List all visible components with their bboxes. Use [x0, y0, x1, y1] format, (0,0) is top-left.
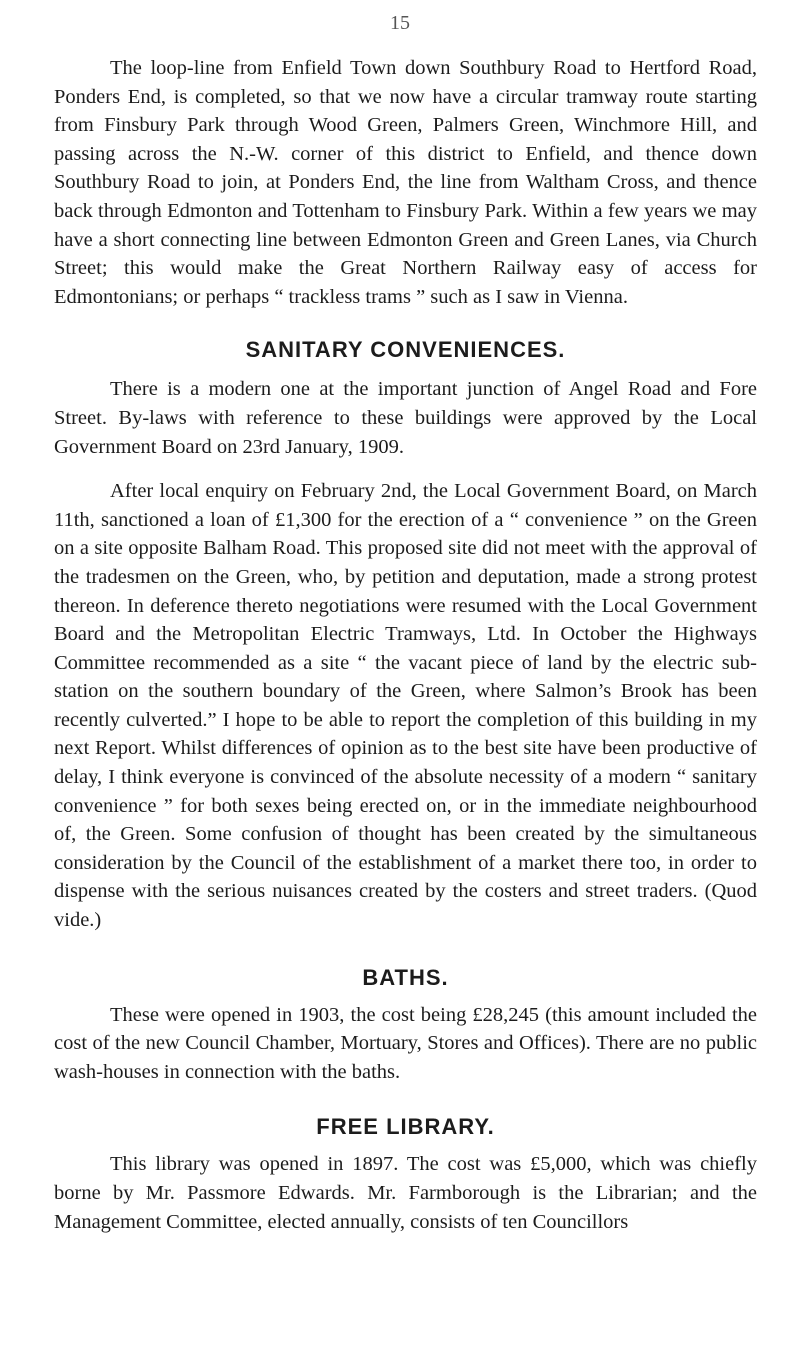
intro-paragraph: The loop-line from Enfield Town down Southbury Road to Hertford Road, Ponders End, is completed, so that we now have a circular tramway route starting from Finsbury Park through Wood Green, Palmers Green, Winchmore Hill, and passing across the N.-W. corner of this district to Enfield, and thence down Southbury Road to join, at Ponders End, the line from Waltham Cross, and thence back through Edmonton and Tottenham to Finsbury Park. Within a few years we may have a short connecting line between Edmonton Green and Green Lanes, via Church Street; this would make the Great Northern Railway easy of access for Edmontonians; or perhaps “ trackless trams ” such as I saw in Vienna. [54, 57, 757, 308]
section-heading: BATHS. [362, 964, 449, 990]
section-sanitary-conveniences [54, 337, 757, 934]
section-free-library [54, 1114, 757, 1236]
section-heading: SANITARY CONVENIENCES. [245, 337, 566, 363]
paragraph: After local enquiry on February 2nd, the Local Government Board, on March 11th, sanctioned a loan of £1,300 for the erection of a “ convenience ” on the Green on a site opposite Balham Road. This proposed site did not meet with the approval of the tradesmen on the Green, who, by petition and deputation, made a strong protest thereon. In deference thereto negotiations were resumed with the Local Government Board and the Metropolitan Electric Tramways, Ltd. In October the Highways Committee recommended as a site “ the vacant piece of land by the electric sub-station on the southern boundary of the Green, where Salmon’s Brook has been recently culverted.” I hope to be able to report the completion of this building in my next Report. Whilst differences of opinion as to the best site have been productive of delay, I think everyone is convinced of the absolute necessity of a modern “ sanitary convenience ” for both sexes being erected on, or in the immediate neighbourhood of, the Green. Some confusion of thought has been created by the simultaneous consideration by the Council of the establishment of a market there too, in order to dispense with the serious nuisances created by the costers and street traders. (Quod vide.) [54, 480, 757, 932]
paragraph: There is a modern one at the important junction of Angel Road and Fore Street. By-laws with reference to these buildings were approved by the Local Government Board on 23rd January, 1909. [54, 378, 757, 458]
section-baths [54, 965, 757, 1087]
page-number: 15 [390, 12, 410, 34]
paragraph: These were opened in 1903, the cost being £28,245 (this amount included the cost of the new Council Chamber, Mortuary, Stores and Offices). There are no public wash-houses in connection with the baths. [54, 1003, 757, 1083]
page-body [54, 54, 757, 1236]
paragraph: This library was opened in 1897. The cost was £5,000, which was chiefly borne by Mr. Passmore Edwards. Mr. Farmborough is the Librarian; and the Management Committee, elected annually, consists of ten Councillors [54, 1153, 757, 1233]
section-heading: FREE LIBRARY. [316, 1114, 495, 1140]
